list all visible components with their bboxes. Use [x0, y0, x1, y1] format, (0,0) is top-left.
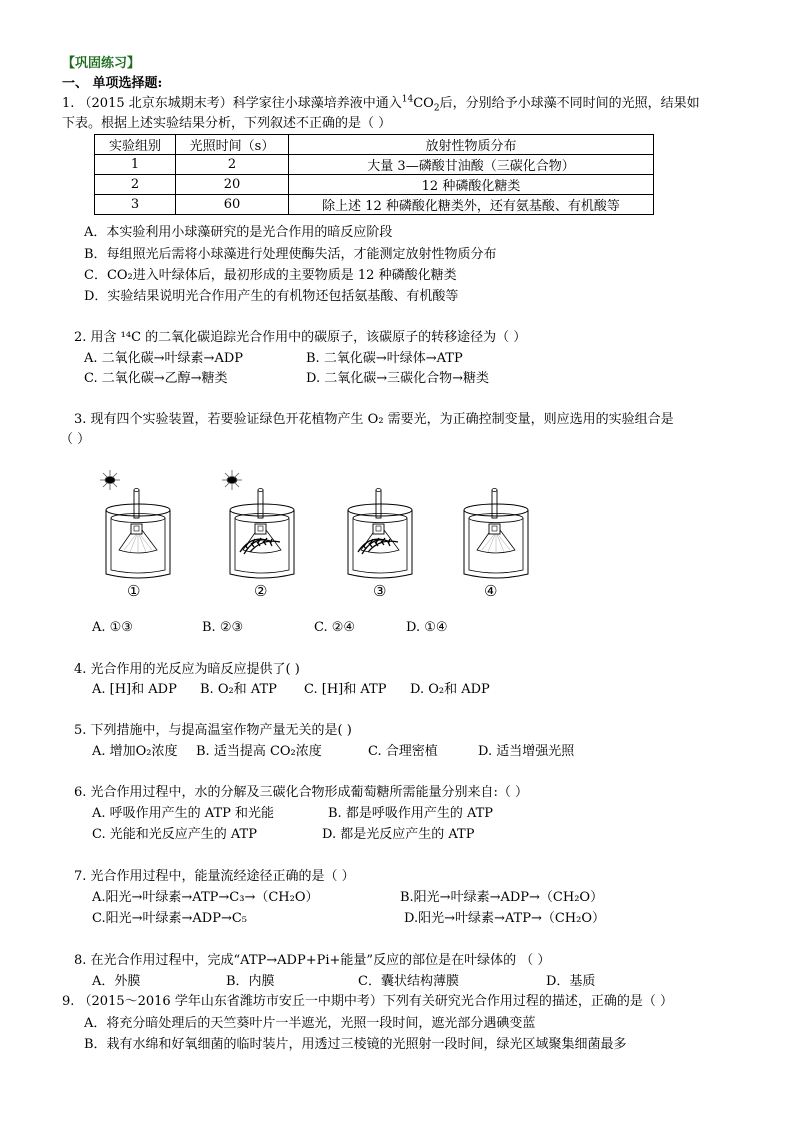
- table-cell: 12 种磷酸化糖类: [289, 175, 654, 195]
- q8-option-d: D．基质: [546, 974, 596, 989]
- q6-stem: 6. 光合作用过程中，水的分解及三碳化合物形成葡萄糖所需能量分别来自:（ ）: [74, 785, 529, 800]
- apparatus-label-1: ①: [127, 582, 141, 600]
- q9-stem: 9. （2015～2016 学年山东省潍坊市安丘一中期中考）下列有关研究光合作用过程的描述，正确的是（ ）: [62, 994, 673, 1009]
- q4-stem: 4. 光合作用的光反应为暗反应提供了( ): [74, 662, 300, 677]
- q2-stem: 2. 用含 ¹⁴C 的二氧化碳追踪光合作用中的碳原子，该碳原子的转移途径为（ ）: [74, 330, 527, 345]
- table-row: [95, 155, 654, 175]
- q1-option-a: A．本实验利用小球藻研究的是光合作用的暗反应阶段: [84, 225, 393, 240]
- q7-option-b: B.阳光→叶绿素→ADP→（CH₂O）: [400, 890, 604, 905]
- q1-stem-line2: 下表。根据上述实验结果分析，下列叙述不正确的是（ ）: [62, 116, 392, 131]
- table-header: 实验组别: [95, 135, 176, 155]
- q8-option-b: B．内膜: [226, 974, 275, 989]
- q4-option-a: A. [H]和 ADP: [92, 682, 177, 697]
- q6-option-a: A. 呼吸作用产生的 ATP 和光能: [92, 806, 275, 821]
- q8-option-c: C．囊状结构薄膜: [358, 974, 459, 989]
- q1-results-table: [94, 134, 654, 215]
- section-title: 一、 单项选择题:: [62, 76, 163, 91]
- table-cell: 大量 3—磷酸甘油酸（三碳化合物）: [289, 155, 654, 175]
- table-cell: 1: [95, 155, 176, 175]
- table-cell: 3: [95, 195, 176, 215]
- table-cell: 20: [176, 175, 289, 195]
- q5-option-a: A. 增加O₂浓度: [92, 744, 178, 759]
- q3-stem: 3. 现有四个实验装置，若要验证绿色开花植物产生 O₂ 需要光，为正确控制变量，则应选用的实验组合是: [74, 412, 674, 427]
- q3-option-d: D. ①④: [406, 620, 448, 635]
- apparatus-1: [86, 470, 190, 582]
- q8-stem: 8. 在光合作用过程中，完成“ATP→ADP+Pi+能量”反应的部位是在叶绿体的 （ ）: [74, 953, 551, 968]
- q5-stem: 5. 下列措施中，与提高温室作物产量无关的是( ): [74, 723, 352, 738]
- section-header: 【巩固练习】: [62, 56, 141, 71]
- table-cell: 2: [176, 155, 289, 175]
- q8-option-a: A．外膜: [92, 974, 141, 989]
- q1-option-d: D．实验结果说明光合作用产生的有机物还包括氨基酸、有机酸等: [84, 289, 459, 304]
- q2-option-c: C. 二氧化碳→乙醇→糖类: [84, 371, 228, 386]
- sun-icon: [222, 470, 242, 490]
- q1-option-c: C．CO₂进入叶绿体后，最初形成的主要物质是 12 种磷酸化糖类: [84, 268, 457, 283]
- q5-option-b: B. 适当提高 CO₂浓度: [196, 744, 322, 759]
- q4-option-b: B. O₂和 ATP: [200, 682, 277, 697]
- q6-option-c: C. 光能和光反应产生的 ATP: [92, 827, 257, 842]
- q6-option-b: B. 都是呼吸作用产生的 ATP: [328, 806, 494, 821]
- q7-option-a: A.阳光→叶绿素→ATP→C₃→（CH₂O）: [92, 890, 319, 905]
- q1-stem: 1. （2015 北京东城期末考）科学家往小球藻培养液中通入$^{14}CO_2$后，分别给予小球藻不同时间的光照，结果如: [62, 94, 700, 114]
- q7-option-d: D.阳光→叶绿素→ATP→（CH₂O）: [404, 911, 606, 926]
- q9-option-b: B．栽有水绵和好氧细菌的临时装片，用透过三棱镜的光照射一段时间，绿光区域聚集细菌最多: [84, 1037, 627, 1052]
- apparatus-label-3: ③: [373, 582, 387, 600]
- q7-option-c: C.阳光→叶绿素→ADP→C₅: [92, 911, 248, 926]
- table-row: [95, 195, 654, 215]
- table-cell: 2: [95, 175, 176, 195]
- q3-option-b: B. ②③: [202, 620, 244, 635]
- apparatus-label-4: ④: [484, 582, 498, 600]
- q3-option-a: A. ①③: [92, 620, 133, 635]
- apparatus-label-2: ②: [254, 582, 268, 600]
- apparatus-4: [444, 470, 548, 582]
- table-cell: 60: [176, 195, 289, 215]
- table-header-row: [95, 135, 654, 155]
- q7-stem: 7. 光合作用过程中，能量流经途径正确的是（ ）: [74, 869, 355, 884]
- table-header: 光照时间（s）: [176, 135, 289, 155]
- q9-option-a: A．将充分暗处理后的天竺葵叶片一半遮光，光照一段时间，遮光部分遇碘变蓝: [84, 1016, 536, 1031]
- q5-option-c: C. 合理密植: [368, 744, 438, 759]
- apparatus-3: [328, 470, 432, 582]
- q2-option-d: D. 二氧化碳→三碳化合物→糖类: [306, 371, 490, 386]
- apparatus-2: [210, 470, 314, 582]
- sun-icon: [100, 470, 120, 490]
- q3-stem-line2: （ ）: [60, 432, 91, 447]
- q2-option-b: B. 二氧化碳→叶绿体→ATP: [306, 351, 463, 366]
- q3-option-c: C. ②④: [314, 620, 356, 635]
- q2-option-a: A. 二氧化碳→叶绿素→ADP: [84, 351, 243, 366]
- q6-option-d: D. 都是光反应产生的 ATP: [322, 827, 475, 842]
- table-header: 放射性物质分布: [289, 135, 654, 155]
- table-cell: 除上述 12 种磷酸化糖类外，还有氨基酸、有机酸等: [289, 195, 654, 215]
- table-row: [95, 175, 654, 195]
- q5-option-d: D. 适当增强光照: [478, 744, 575, 759]
- q4-option-c: C. [H]和 ATP: [304, 682, 387, 697]
- q4-option-d: D. O₂和 ADP: [410, 682, 490, 697]
- q1-option-b: B．每组照光后需将小球藻进行处理使酶失活，才能测定放射性物质分布: [84, 247, 497, 262]
